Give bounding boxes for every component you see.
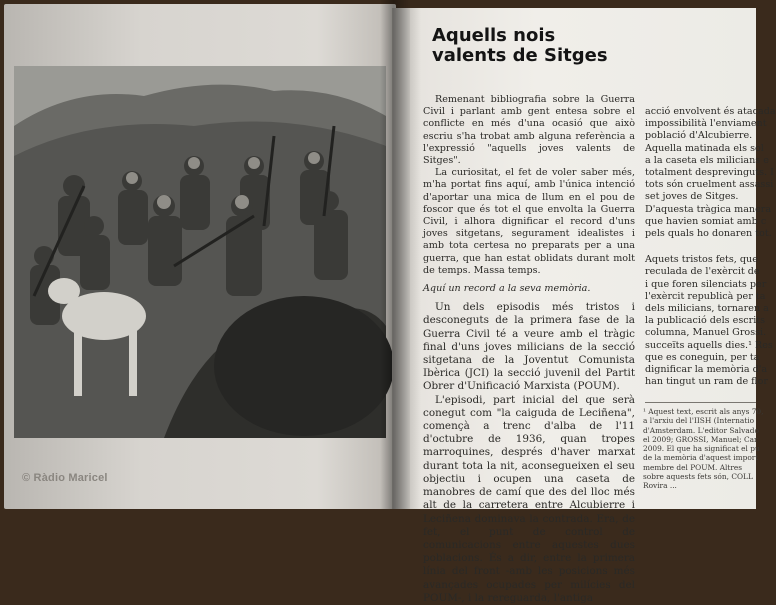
- text-line: totalment desprevinguts. I: [645, 167, 774, 179]
- text-line: pels quals ho donaren tot.: [645, 228, 772, 240]
- photo-credit: © Ràdio Maricel: [22, 472, 108, 484]
- text-line: l'exèrcit republicà per ta: [645, 290, 766, 302]
- text-line: tots són cruelment assassi: [645, 179, 774, 191]
- text-line: a la caseta els milicians e: [645, 154, 769, 166]
- text-column-1: [423, 94, 635, 605]
- footnotes: [643, 407, 764, 507]
- text-line: D'aquesta tràgica manera: [645, 203, 772, 215]
- intro-paragraph: La curiositat, el fet de voler saber més, m'ha portat fins aquí, amb l'única intenció d'aportar una mica de llum en el pou de foscor que és tot el que envolta la Guerra Civil, i alhora dignificar el record d'uns joves sitgetans, segurament idealistes i amb tota certesa no preparats per a una guerra, que han estat oblidats durant molt de temps. Massa temps.: [423, 167, 635, 276]
- text-line: reculada de l'exèrcit de: [645, 266, 760, 278]
- text-line: la publicació dels escrits: [645, 315, 766, 327]
- book-spine: [380, 0, 410, 509]
- text-line: acció envolvent és atacada: [645, 106, 776, 117]
- text-line: set joves de Sitges.: [645, 191, 739, 203]
- footnote-line: sobre aquests fets són, COLL: [643, 472, 753, 482]
- text-line: succeïts aquells dies.¹ Res: [645, 339, 773, 351]
- text-line: que es coneguin, per ta: [645, 351, 760, 363]
- text-line: i que foren silenciats per: [645, 278, 767, 290]
- text-line: columna, Manuel Grossi.: [645, 327, 767, 339]
- footnote-line: el 2009; GROSSI, Manuel; Car: [643, 434, 758, 444]
- footnote-line: ¹ Aquest text, escrit als anys 70,: [643, 407, 764, 416]
- text-line: han tingut un ram de flor: [645, 376, 768, 388]
- intro-paragraph: Remenant bibliografia sobre la Guerra Civil i parlant amb gent entesa sobre el conflicte en més d'una ocasió que això escriu s'ha trobat amb alguna referència a l'expressió "aquells joves valents de Sitges".: [423, 94, 635, 167]
- footnote-line: membre del POUM. Altres: [643, 462, 743, 472]
- text-line: que havien somiat amb c: [645, 215, 767, 227]
- body-paragraph: Un dels episodis més tristos i desconeguts de la primera fase de la Guerra Civil té a veure amb el tràgic final d'uns joves milicians de la secció sitgetana de la Joventut Comunista Ibèrica (JCI) la secció juvenil del Partit Obrer d'Unificació Marxista (POUM).: [423, 301, 635, 393]
- photo-illustration: [14, 66, 386, 438]
- militia-group-photo: [14, 66, 386, 438]
- left-page: [4, 4, 396, 509]
- footnote-line: a l'arxiu del l'IISH (Internatio: [643, 416, 755, 426]
- text-line: impossibilità l'enviament: [645, 118, 767, 130]
- footnote-divider: [645, 402, 756, 403]
- text-line: Aquella matinada els sol: [645, 142, 764, 154]
- text-line: població d'Alcubierre.: [645, 130, 753, 142]
- footnote-line: 2009. El que ha significat el pu: [643, 444, 760, 454]
- text-column-2: [645, 106, 776, 388]
- text-line: dels milicians, tornaren a: [645, 303, 769, 315]
- footnote-line: d'Amsterdam. L'editor Salvado: [643, 425, 759, 435]
- body-paragraph: L'episodi, part inicial del que serà conegut com "la caiguda de Leciñena", començà a trenc d'alba de l'11 d'octubre de 1936, quan tropes marroquines, després d'haver marxat durant tota la nit, aconsegueixen el seu objectiu i ocupen una caseta de manobres de camí que des del lloc més alt de la carretera entre Alcubierre i Leciñena dominava la contrada. Era, de fet, el punt de control de comunicacions entre aquestes dues poblacions. És a dir, entre la primera línia del front -amb les posicions més avançades ocupades per milícies del POUM-, i la rereguarda, l'antiga: [423, 393, 635, 604]
- footnote-line: de la memòria d'aquest import: [643, 453, 759, 463]
- footnote-line: Rovira ...: [643, 481, 677, 491]
- article-title: Aquells nois valents de Sitges: [432, 25, 608, 66]
- text-line: dignificar la memòria d'a: [645, 364, 768, 376]
- text-line: Aquets tristos fets, que: [645, 254, 758, 266]
- section-heading: Aquí un record a la seva memòria.: [423, 283, 591, 295]
